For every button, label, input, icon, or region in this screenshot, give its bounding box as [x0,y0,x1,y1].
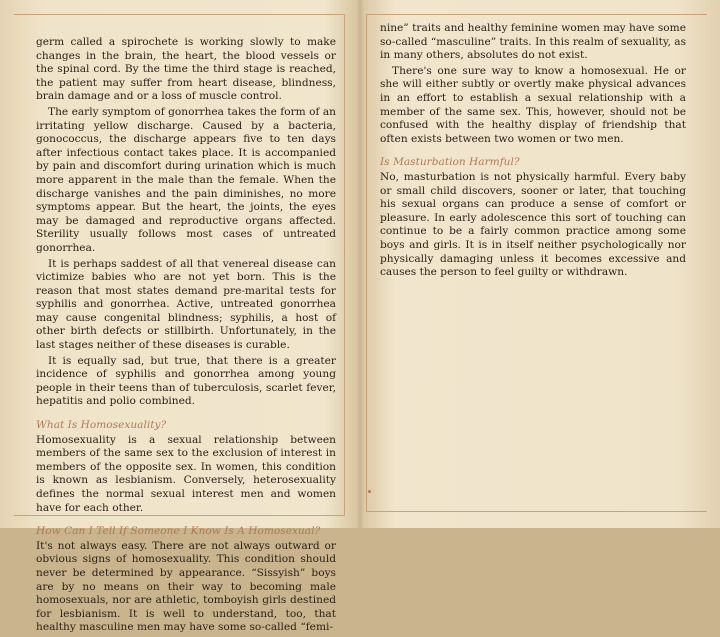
right-page [362,0,720,528]
heading-is-masturbation-harmful: Is Masturbation Harmful? [380,156,520,169]
paragraph-incidence: It is equally sad, but true, that there is a greater incidence of syphilis and gonorrhea among young people in their teens than of tuberculosis, scarlet fever, hepatitis and polio combined. [36,354,336,408]
left-page [0,0,356,634]
paragraph-how-can-i-tell: It's not always easy. There are not always outward or obvious signs of homosexuality. This condition should never be determined by appearance. “Sissyish” boys are by no means on their way to becoming male homosexuals, nor are athletic, tomboyish girls destined for lesbianism. It is well to understand, too, that healthy masculine men may have some so-called “femi- [36,539,336,634]
paragraph-one-sure-way: There's one sure way to know a homosexual. He or she will either subtly or overtly make physical advances in an effort to establish a sexual relationship with a member of the same sex. This, however, should not be confused with the healthy display of friendship that often exists between two women or two men. [380,64,686,145]
paragraph-unborn-babies: It is perhaps saddest of all that venereal disease can victimize babies who are not yet born. This is the reason that most states demand pre-marital tests for syphilis and gonorrhea. Active, untreated gonorrhea may cause congenital blindness; syphilis, a host of other birth defects or stillbirth. Unfortunately, in the last stages neither of these diseases is curable. [36,257,336,352]
margin-dot [368,490,371,493]
heading-what-is-homosexuality: What Is Homosexuality? [36,419,167,432]
paragraph-masturbation: No, masturbation is not physically harmful. Every baby or small child discovers, sooner or later, that touching his sexual organs can produce a sense of comfort or pleasure. In early adolescence this sort of touching can continue to be a fairly common practice among some boys and girls. It is in itself neither psychologically nor physically damaging unless it becomes excessive and causes the person to feel guilty or withdrawn. [380,170,686,279]
right-page-text [380,22,686,282]
heading-how-can-i-tell: How Can I Tell If Someone I Know Is A Homosexual? [36,525,321,538]
paragraph-homosexuality-definition: Homosexuality is a sexual relationship between members of the same sex to the exclusion of interest in members of the opposite sex. In women, this condition is known as lesbianism. Conversely, heterosexuality defines the normal sexual interest men and women have for each other. [36,433,336,514]
paragraph-traits: nine” traits and healthy feminine women may have some so-called “masculine” traits. In this realm of sexuality, as in many others, absolutes do not exist. [380,22,686,62]
paragraph-spirochete: germ called a spirochete is working slowly to make changes in the brain, the heart, the blood vessels or the spinal cord. By the time the third stage is reached, the patient may suffer from heart disease, blindness, brain damage and or a loss of muscle control. [36,36,336,103]
paragraph-gonorrhea-symptoms: The early symptom of gonorrhea takes the form of an irritating yellow discharge. Caused by a bacteria, gonococcus, the discharge appears five to ten days after infectious contact takes place. It is accompanied by pain and discomfort during urination which is much more apparent in the male than the female. When the discharge vanishes and the pain diminishes, no more symptoms appear. But the heart, the joints, the eyes may be damaged and reproductive organs affected. Sterility usually follows most cases of untreated gonorrhea. [36,105,336,254]
left-page-text [36,36,336,637]
